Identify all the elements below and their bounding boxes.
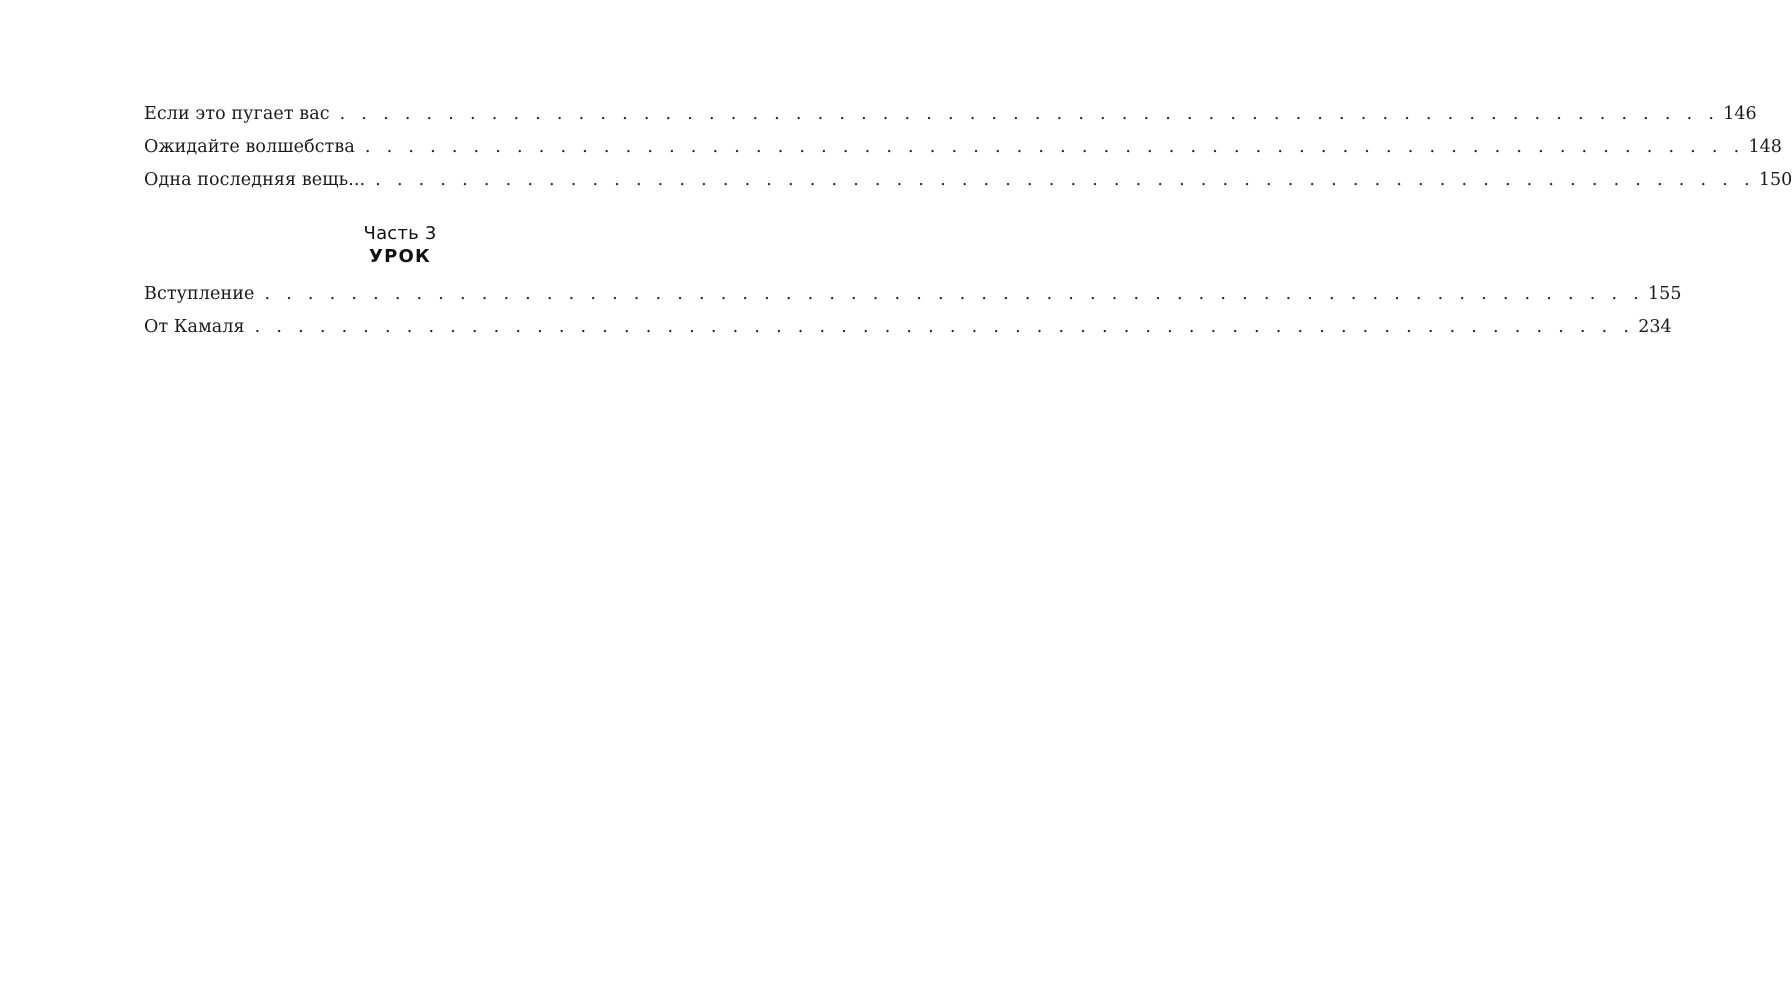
part-label: Часть 3 — [363, 223, 437, 244]
part-heading — [0, 222, 800, 268]
toc-entry-title: Ожидайте волшебства — [144, 137, 355, 157]
toc-entry[interactable] — [144, 98, 1757, 131]
toc-page-number: 150 — [1758, 170, 1792, 190]
toc-entry[interactable] — [144, 164, 1792, 197]
toc-page-number: 234 — [1638, 317, 1672, 337]
toc-entry-title: Если это пугает вас — [144, 104, 330, 124]
toc-leader-dots: . . . . . . . . . . . . . . . . . . . . . . . . . . . . . . . . . . . . . . . . . . . . . . . . . . . . . . . . . . . . . . . . — [264, 284, 1645, 304]
toc-list-part-3 — [144, 278, 1682, 344]
toc-leader-dots: . . . . . . . . . . . . . . . . . . . . . . . . . . . . . . . . . . . . . . . . . . . . . . . . . . . . . . . . . . . . . . . . — [364, 137, 1745, 157]
toc-page-number: 155 — [1648, 284, 1682, 304]
toc-list-part-2 — [144, 98, 1792, 197]
toc-entry-title: Одна последняя вещь... — [144, 170, 366, 190]
part-title: УРОК — [369, 246, 431, 267]
toc-entry[interactable] — [144, 278, 1682, 311]
toc-page-number: 146 — [1723, 104, 1757, 124]
toc-entry-title: Вступление — [144, 284, 255, 304]
toc-page-number: 148 — [1748, 137, 1782, 157]
toc-entry-title: От Камаля — [144, 317, 245, 337]
toc-leader-dots: . . . . . . . . . . . . . . . . . . . . . . . . . . . . . . . . . . . . . . . . . . . . . . . . . . . . . . . . . . . . . . . . — [254, 317, 1635, 337]
toc-leader-dots: . . . . . . . . . . . . . . . . . . . . . . . . . . . . . . . . . . . . . . . . . . . . . . . . . . . . . . . . . . . . . . . . — [339, 104, 1720, 124]
toc-entry[interactable] — [144, 131, 1782, 164]
toc-entry[interactable] — [144, 311, 1672, 344]
toc-leader-dots: . . . . . . . . . . . . . . . . . . . . . . . . . . . . . . . . . . . . . . . . . . . . . . . . . . . . . . . . . . . . . . . . — [375, 170, 1755, 190]
